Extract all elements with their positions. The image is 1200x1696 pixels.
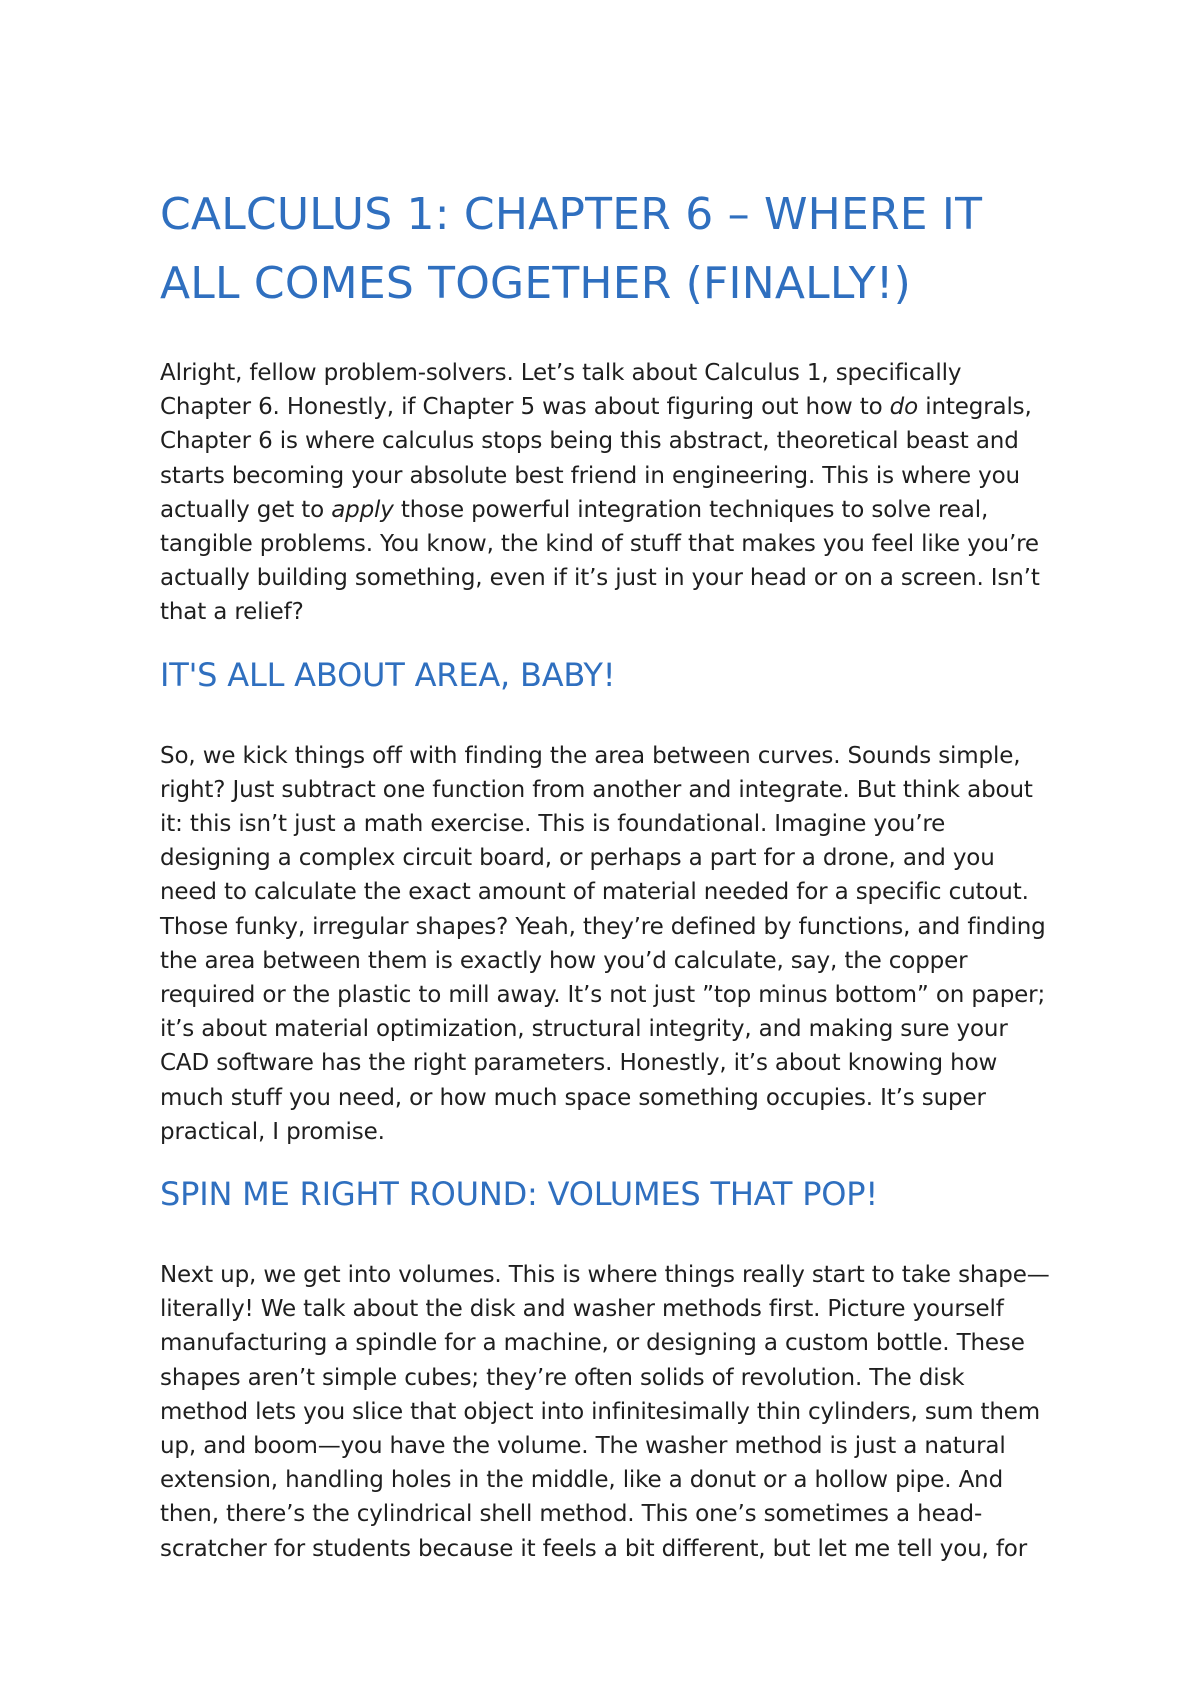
- intro-text-part2: integrals, Chapter 6 is where calculus stops being this abstract, theoretical beast and starts becoming your absolute best friend in engineering. This is where you actually get to: [160, 394, 1032, 523]
- document-title: CALCULUS 1: CHAPTER 6 – WHERE IT ALL COMES TOGETHER (FINALLY!): [160, 189, 983, 309]
- section-heading-volumes: SPIN ME RIGHT ROUND: VOLUMES THAT POP!: [160, 1175, 879, 1214]
- intro-emphasis-apply: apply: [331, 496, 394, 523]
- section-heading-area: IT'S ALL ABOUT AREA, BABY!: [160, 655, 616, 694]
- section-paragraph-volumes: Next up, we get into volumes. This is where things really start to take shape—literally! We talk about the disk and washer methods first. Picture yourself manufacturing a spindle for a machine, or designing a custom bottle. These shapes aren’t simple cubes; they’re often solids of revolution. The disk method lets you slice that object into infinitesimally thin cylinders, sum them up, and boom—you have the volume. The washer method is just a natural extension, handling holes in the middle, like a donut or a hollow pipe. And then, there’s the cylindrical shell method. This one’s sometimes a head-scratcher for students because it feels a bit different, but let me tell you, for: [160, 1262, 1050, 1562]
- intro-text-part1: Alright, fellow problem-solvers. Let’s talk about Calculus 1, specifically Chapter 6. Honestly, if Chapter 5 was about figuring out how to: [160, 360, 962, 421]
- intro-text-part3: those powerful integration techniques to solve real, tangible problems. You know, the kind of stuff that makes you feel like you’re actually building something, even if it’s just in your head or on a screen. Isn’t that a relief?: [160, 496, 1040, 626]
- intro-emphasis-do: do: [889, 394, 919, 421]
- document-page: [160, 180, 1050, 1566]
- section-paragraph-area: So, we kick things off with finding the area between curves. Sounds simple, right? Just subtract one function from another and integrate. But think about it: this isn’t just a math exercise. This is foundational. Imagine you’re designing a complex circuit board, or perhaps a part for a drone, and you need to calculate the exact amount of material needed for a specific cutout. Those funky, irregular shapes? Yeah, they’re defined by functions, and finding the area between them is exactly how you’d calculate, say, the copper required or the plastic to mill away. It’s not just ”top minus bottom” on paper; it’s about material optimization, structural integrity, and making sure your CAD software has the right parameters. Honestly, it’s about knowing how much stuff you need, or how much space something occupies. It’s super practical, I promise.: [160, 742, 1046, 1145]
- intro-paragraph: [160, 356, 1050, 630]
